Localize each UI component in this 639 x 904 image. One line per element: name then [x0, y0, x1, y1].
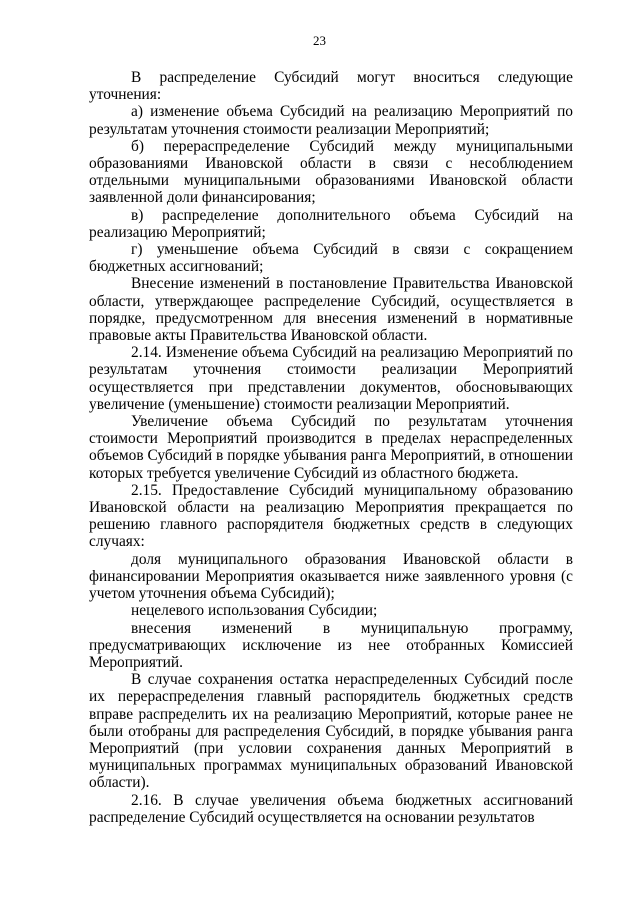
paragraph: В распределение Субсидий могут вноситься следующие уточнения:	[89, 69, 573, 104]
paragraph: Внесение изменений в постановление Правительства Ивановской области, утверждающее распределение Субсидий, осуществляется в порядке, предусмотренном для внесения изменений в нормативные правовые акты Правительства Ивановской области.	[89, 275, 573, 345]
paragraph: внесения изменений в муниципальную программу, предусматривающих исключение из нее отобранных Комиссией Мероприятий.	[89, 619, 573, 671]
paragraph: а) изменение объема Субсидий на реализацию Мероприятий по результатам уточнения стоимости реализации Мероприятий;	[89, 103, 573, 138]
paragraph: в) распределение дополнительного объема Субсидий на реализацию Мероприятий;	[89, 206, 573, 241]
paragraph: 2.14. Изменение объема Субсидий на реализацию Мероприятий по результатам уточнения стоимости реализации Мероприятий осуществляется при представлении документов, обосновывающих увеличение (уменьшение) стоимости реализации Мероприятий.	[89, 344, 573, 413]
paragraph: г) уменьшение объема Субсидий в связи с сокращением бюджетных ассигнований;	[89, 241, 573, 276]
paragraph: 2.15. Предоставление Субсидий муниципальному образованию Ивановской области на реализацию Мероприятия прекращается по решению главного распорядителя бюджетных средств в следующих случаях:	[89, 481, 573, 551]
paragraph: нецелевого использования Субсидии;	[131, 602, 378, 620]
page-number: 23	[313, 33, 326, 48]
paragraph: б) перераспределение Субсидий между муниципальными образованиями Ивановской области в связи с несоблюдением отдельными муниципальными образованиями Ивановской области заявленной доли финансирования;	[89, 137, 573, 207]
document-body	[89, 69, 573, 826]
paragraph: Увеличение объема Субсидий по результатам уточнения стоимости Мероприятий производится в пределах нераспределенных объемов Субсидий в порядке убывания ранга Мероприятий, в отношении которых требуется увеличение Субсидий из областного бюджета.	[89, 413, 573, 482]
paragraph: 2.16. В случае увеличения объема бюджетных ассигнований распределение Субсидий осуществляется на основании результатов	[89, 791, 573, 826]
paragraph: доля муниципального образования Ивановской области в финансировании Мероприятия оказывается ниже заявленного уровня (с учетом уточнения объема Субсидий);	[89, 550, 573, 603]
paragraph: В случае сохранения остатка нераспределенных Субсидий после их перераспределения главный распорядитель бюджетных средств вправе распределить их на реализацию Мероприятий, которые ранее не были отобраны для распределения Субсидий, в порядке убывания ранга Мероприятий (при условии сохранения данных Мероприятий в муниципальных программах муниципальных образований Ивановской области).	[89, 671, 573, 792]
